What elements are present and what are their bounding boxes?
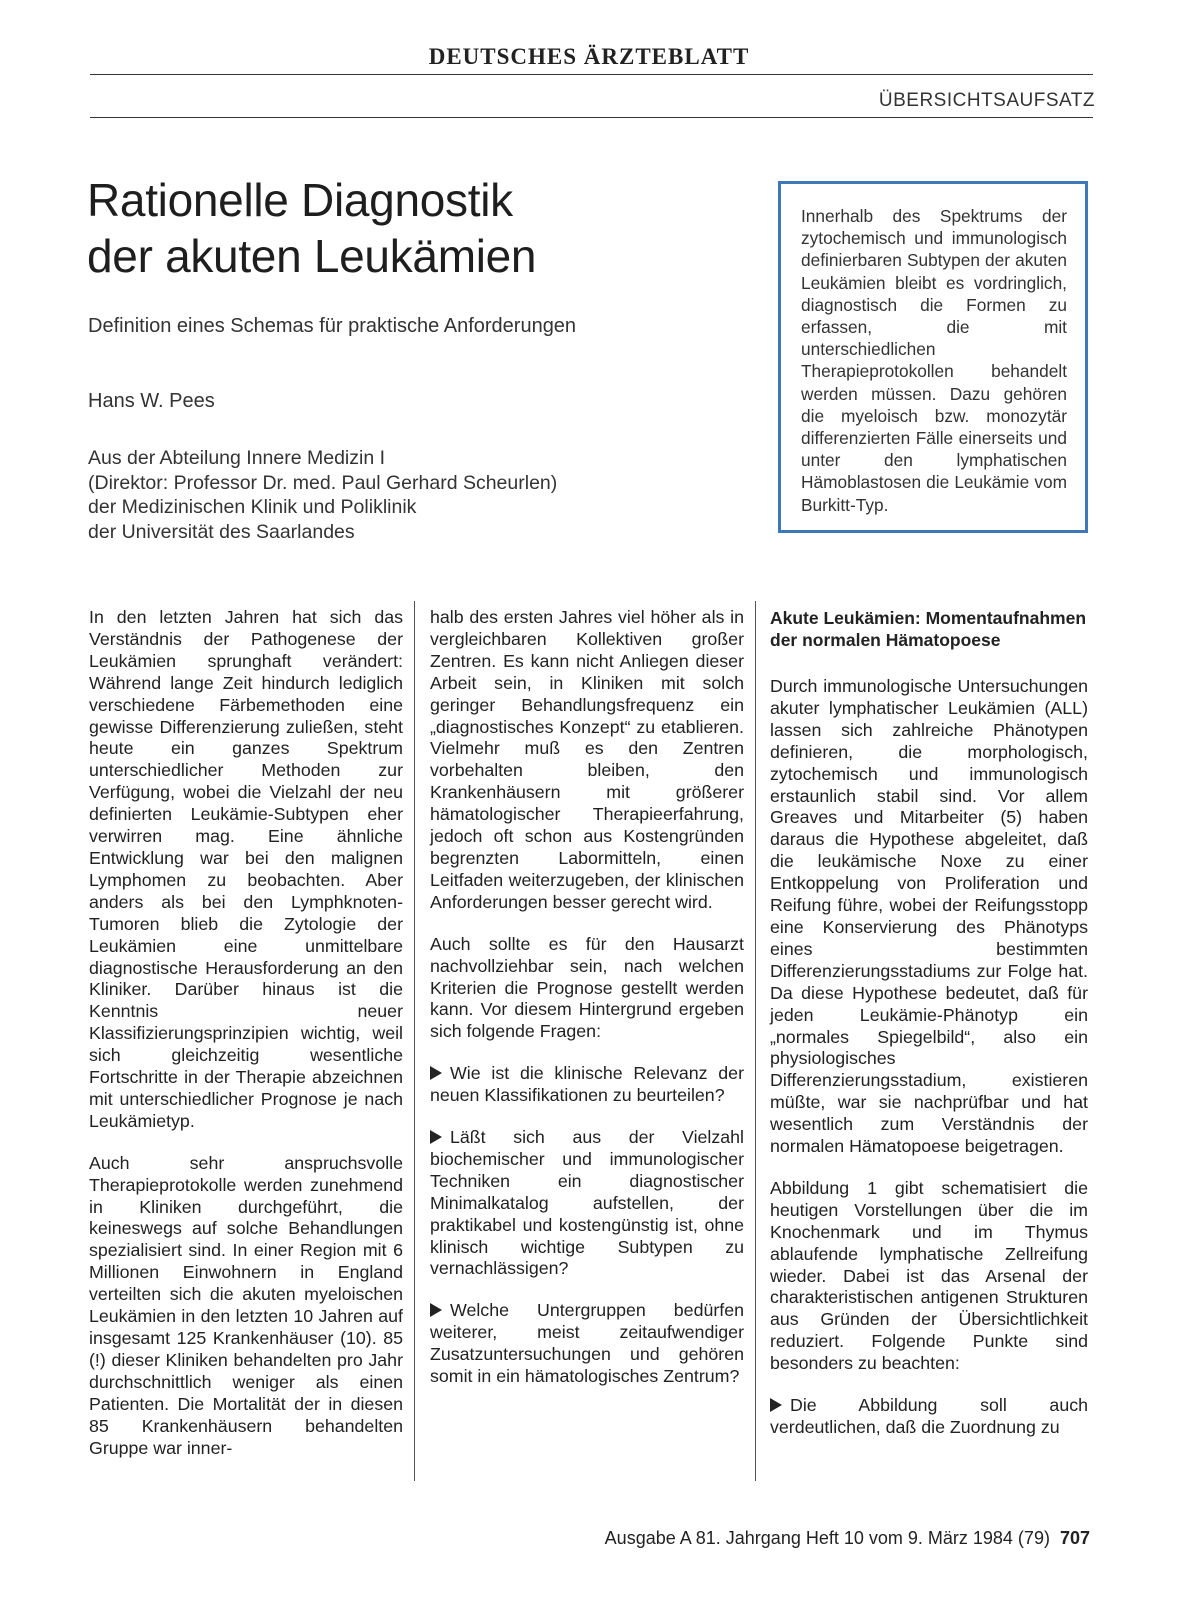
question-item (430, 1127, 744, 1280)
body-paragraph: Auch sehr anspruchsvolle Therapieprotokolle werden zunehmend in Kliniken durchgeführt, die keineswegs auf solche Behandlungen spezialisiert sind. In einer Region mit 6 Millionen Einwohnern in England verteilten sich die akuten myeloischen Leukämien in den letzten 10 Jahren auf insgesamt 125 Krankenhäuser (10). 85 (!) dieser Kliniken behandelten pro Jahr durchschnittlich weniger als einen Patienten. Die Mortalität der in diesen 85 Krankenhäusern behandelten Gruppe war inner- (89, 1152, 403, 1458)
abstract-text: Innerhalb des Spektrums der zytochemisch und immunologisch definierbaren Subtypen der akuten Leukämien bleibt es vordringlich, diagnostisch die Formen zu erfassen, die mit unterschiedlichen Therapieprotokollen behandelt werden müssen. Dazu gehören die myeloisch bzw. monozytär differenzierten Fälle einerseits und unter den lymphatischen Hämoblastosen die Leukämie vom Burkitt-Typ. (801, 206, 1067, 515)
text-column-3 (770, 607, 1088, 1459)
journal-masthead: DEUTSCHES ÄRZTEBLATT (428, 44, 750, 69)
affiliation-line: (Direktor: Professor Dr. med. Paul Gerhard Scheurlen) (88, 471, 558, 494)
title-line-2: der akuten Leukämien (87, 230, 537, 282)
triangle-bullet-icon (430, 1130, 442, 1144)
text-column-1 (89, 607, 403, 1479)
author-affiliation (88, 446, 557, 544)
section-heading: Akute Leukämien: Momentaufnahmen der normalen Hämatopoese (770, 608, 1087, 650)
affiliation-line: der Medizinischen Klinik und Poliklinik (88, 496, 417, 518)
header-rule-bottom (90, 117, 1093, 118)
page-number: 707 (1059, 1528, 1090, 1548)
affiliation-line: Aus der Abteilung Innere Medizin I (88, 447, 386, 469)
body-paragraph: Abbildung 1 gibt schematisiert die heutigen Vorstellungen über die im Knochenmark und im Thymus ablaufende lymphatische Zellreifung wieder. Dabei ist das Arsenal der charakteristischen antigenen Strukturen aus Gründen der Übersichtlichkeit reduziert. Folgende Punkte sind besonders zu beachten: (770, 1177, 1088, 1374)
section-label: ÜBERSICHTSAUFSATZ (878, 90, 1095, 111)
author-name: Hans W. Pees (88, 390, 215, 412)
page-footer (605, 1528, 1090, 1549)
body-paragraph: halb des ersten Jahres viel höher als in vergleichbaren Kollektiven großer Zentren. Es kann nicht Anliegen dieser Arbeit sein, in Kliniken mit solch geringer Behandlungsfrequenz ein „diagnostisches Konzept“ zu etablieren. Vielmehr muß es den Zentren vorbehalten bleiben, den Krankenhäusern mit größerer hämatologischer Therapieerfahrung, jedoch oft schon aus Kostengründen begrenzten Labormitteln, einen Leitfaden weiterzugeben, der klinischen Anforderungen besser gerecht wird. (430, 607, 744, 912)
header-rule-top (90, 74, 1093, 75)
body-paragraph: In den letzten Jahren hat sich das Verständnis der Pathogenese der Leukämien sprunghaft verändert: Während lange Zeit hindurch lediglich verschiedene Färbemethoden eine gewisse Differenzierung zuließen, steht heute ein ganzes Spektrum unterschiedlicher Methoden zur Verfügung, wobei die Vielzahl der neu definierten Leukämie-Subtypen eher verwirren mag. Eine ähnliche Entwicklung war bei den malignen Lymphomen zu beobachten. Aber anders als bei den Lymphknoten-Tumoren blieb die Zytologie der Leukämien eine unmittelbare diagnostische Herausforderung an den Kliniker. Darüber hinaus ist die Kenntnis neuer Klassifizierungsprinzipien wichtig, weil sich gleichzeitig wesentliche Fortschritte in der Therapie abzeichnen mit unterschiedlicher Prognose je nach Leukämietyp. (89, 607, 403, 1131)
question-item (430, 1063, 744, 1107)
question-text: Welche Untergruppen bedürfen weiterer, meist zeitaufwendiger Zusatzuntersuchungen und gehören somit in ein hämatologisches Zentrum? (430, 1300, 744, 1387)
column-divider (755, 601, 756, 1481)
question-text: Läßt sich aus der Vielzahl biochemischer und immunologischer Techniken ein diagnostischer Minimalkatalog aufstellen, der praktikabel und kostengünstig ist, ohne klinisch wichtige Subtypen zu vernachlässigen? (430, 1127, 744, 1279)
triangle-bullet-icon (430, 1066, 442, 1080)
article-title (87, 172, 536, 284)
title-line-1: Rationelle Diagnostik (87, 174, 513, 226)
question-text: Wie ist die klinische Relevanz der neuen Klassifikationen zu beurteilen? (430, 1063, 744, 1106)
edition-info: Ausgabe A 81. Jahrgang Heft 10 vom 9. März 1984 (79) (604, 1528, 1050, 1548)
triangle-bullet-icon (430, 1303, 442, 1317)
article-subtitle: Definition eines Schemas für praktische Anforderungen (88, 315, 577, 337)
text-column-2 (430, 607, 744, 1408)
column-divider (414, 601, 415, 1481)
triangle-bullet-icon (770, 1398, 782, 1412)
point-text: Die Abbildung soll auch verdeutlichen, daß die Zuordnung zu (770, 1395, 1088, 1437)
point-item (770, 1395, 1088, 1439)
body-paragraph: Durch immunologische Untersuchungen akuter lymphatischer Leukämien (ALL) lassen sich zahlreiche Phänotypen definieren, die morphologisch, zytochemisch und immunologisch erstaunlich stabil sind. Vor allem Greaves und Mitarbeiter (5) haben daraus die Hypothese abgeleitet, daß die leukämische Noxe zu einer Entkoppelung von Proliferation und Reifung führe, wobei der Reifungsstopp eine Konservierung des Phänotyps eines bestimmten Differenzierungsstadiums zur Folge hat. Da diese Hypothese bedeutet, daß für jeden Leukämie-Phänotyp ein „normales Spiegelbild“, also ein physiologisches Differenzierungsstadium, existieren müßte, war sie nachprüfbar und hat wesentlich zum Verständnis der normalen Hämatopoese beigetragen. (770, 676, 1088, 1157)
body-paragraph: Auch sollte es für den Hausarzt nachvollziehbar sein, nach welchen Kriterien die Prognose gestellt werden kann. Vor diesem Hintergrund ergeben sich folgende Fragen: (430, 933, 744, 1042)
question-item (430, 1300, 744, 1388)
abstract-box (778, 181, 1088, 533)
affiliation-line: der Universität des Saarlandes (88, 520, 355, 543)
